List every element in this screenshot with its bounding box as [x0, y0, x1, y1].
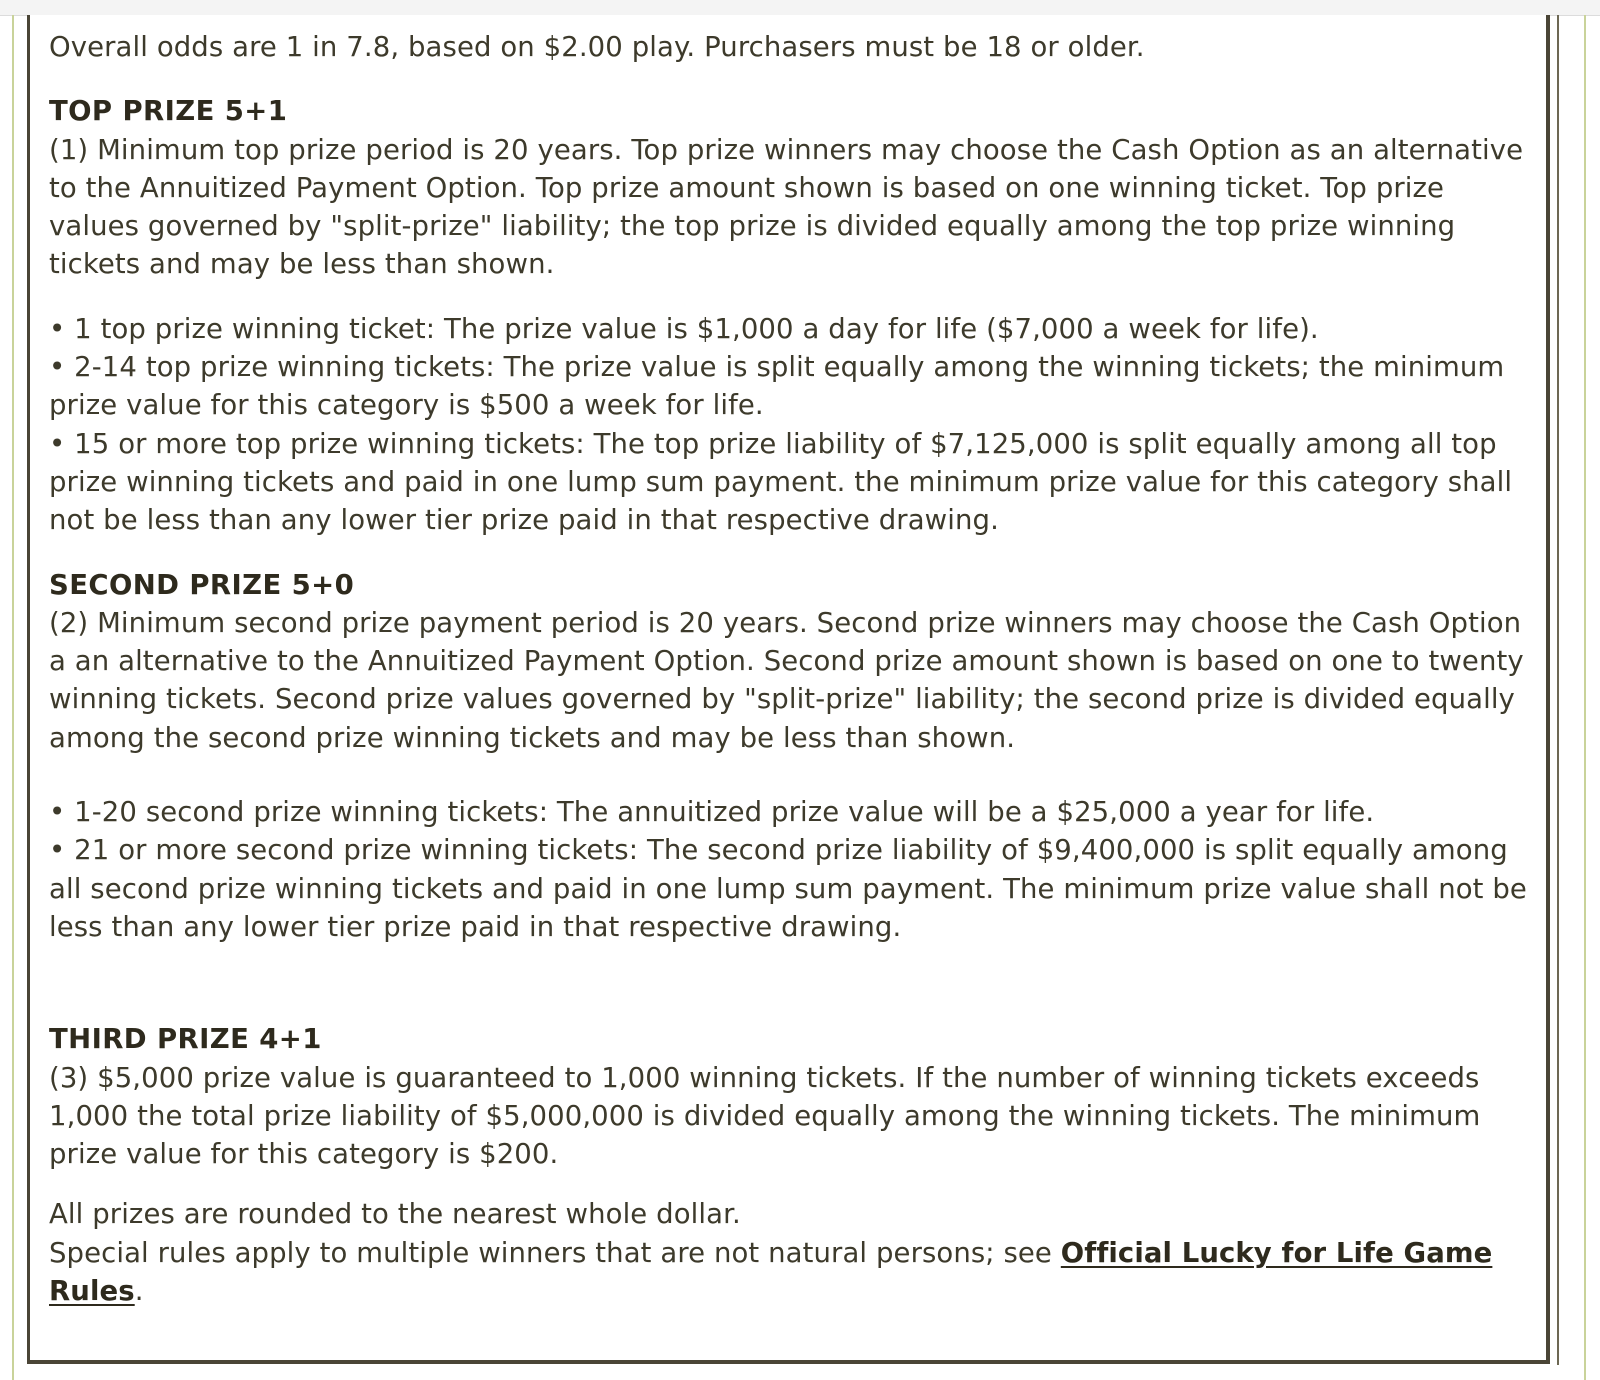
- top-strip: [0, 0, 1600, 16]
- top-prize-bullet: • 1 top prize winning ticket: The prize value is $1,000 a day for life ($7,000 a week for life).: [49, 312, 1319, 345]
- top-prize-bullet: • 15 or more top prize winning tickets: The top prize liability of $7,125,000 is split equally among all top prize winning tickets and paid in one lump sum payment. the minimum prize value for this category shall not be less than any lower tier prize paid in that respective drawing.: [49, 427, 1513, 537]
- second-prize-heading: SECOND PRIZE 5+0: [49, 568, 355, 601]
- official-game-rules-link[interactable]: Official Lucky for Life Game Rules: [49, 1236, 1493, 1308]
- top-prize-paragraph: (1) Minimum top prize period is 20 years. Top prize winners may choose the Cash Option as an alternative to the Annuitized Payment Option. Top prize amount shown is based on one winning ticket. Top prize values governed by "split-prize" liability; the top prize is divided equally among the top prize winning tickets and may be less than shown.: [49, 133, 1524, 281]
- special-rules-text: Special rules apply to multiple winners that are not natural persons; see: [49, 1236, 1061, 1269]
- top-prize-heading: TOP PRIZE 5+1: [49, 95, 288, 128]
- top-prize-bullet: • 2-14 top prize winning tickets: The prize value is split equally among the winning tickets; the minimum prize value for this category is $500 a week for life.: [49, 351, 1505, 422]
- odds-line: Overall odds are 1 in 7.8, based on $2.00 play. Purchasers must be 18 or older.: [49, 31, 1145, 63]
- trailing-period: .: [134, 1275, 144, 1308]
- panel-inner-border: [1557, 15, 1559, 1365]
- right-border-line: [1584, 15, 1586, 1380]
- rounding-note: All prizes are rounded to the nearest whole dollar.: [49, 1198, 741, 1231]
- second-prize-bullet: • 1-20 second prize winning tickets: The annuitized prize value will be a $25,000 a year for life.: [49, 796, 1375, 829]
- prize-info-text: [49, 28, 1539, 1310]
- second-prize-bullet: • 21 or more second prize winning tickets: The second prize liability of $9,400,000 is split equally among all second prize winning tickets and paid in one lump sum payment. The minimum prize value shall not be less than any lower tier prize paid in that respective drawing.: [49, 834, 1527, 943]
- second-prize-paragraph: (2) Minimum second prize payment period is 20 years. Second prize winners may choose the Cash Option a an alternative to the Annuitized Payment Option. Second prize amount shown is based on one to twenty winning tickets. Second prize values governed by "split-prize" liability; the second prize is divided equally among the second prize winning tickets and may be less than shown.: [49, 606, 1524, 754]
- left-border-line: [12, 15, 14, 1380]
- third-prize-paragraph: (3) $5,000 prize value is guaranteed to 1,000 winning tickets. If the number of winning tickets exceeds 1,000 the total prize liability of $5,000,000 is divided equally among the winning tickets. The minimum prize value for this category is $200.: [49, 1061, 1481, 1171]
- special-rules-note: [49, 1234, 1539, 1311]
- third-prize-heading: THIRD PRIZE 4+1: [49, 1023, 322, 1056]
